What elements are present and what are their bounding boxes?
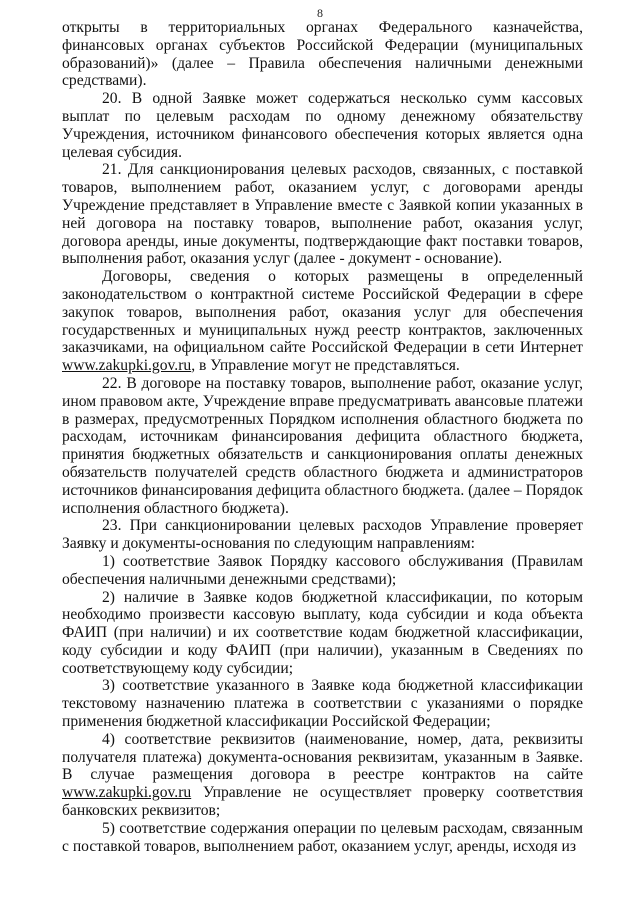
- list-item-4: [62, 731, 583, 820]
- paragraph-20: 20. В одной Заявке может содержаться несколько сумм кассовых выплат по целевым расходам по одному денежному обязательству Учреждения, источником финансового обеспечения которых является одна целевая субсидия.: [62, 90, 583, 161]
- document-body: [62, 19, 583, 855]
- zakupki-link[interactable]: www.zakupki.gov.ru: [62, 784, 192, 802]
- paragraph-21: 21. Для санкционирования целевых расходов, связанных, с поставкой товаров, выполнением работ, оказанием услуг, с договорами аренды Учреждение представляет в Управление вместе с Заявкой копии указанных в ней договора на поставку товаров, выполнение работ, оказания услуг, договора аренды, иные документы, подтверждающие факт поставки товаров, выполнения работ, оказания услуг (далее - документ - основание).: [62, 161, 583, 268]
- list-item-1: 1) соответствие Заявок Порядку кассового обслуживания (Правилам обеспечения наличными денежными средствами);: [62, 552, 583, 588]
- list-item-4-text: 4) соответствие реквизитов (наименование, номер, дата, реквизиты получателя платежа) документа-основания реквизитам, указанным в Заявке. В случае размещения договора в реестре контрактов на сайте: [62, 730, 583, 784]
- paragraph-23: 23. При санкционировании целевых расходов Управление проверяет Заявку и документы-основания по следующим направлениям:: [62, 517, 583, 553]
- list-item-4-tail: Управление не осуществляет проверку соответствия банковских реквизитов;: [62, 784, 583, 820]
- zakupki-link[interactable]: www.zakupki.gov.ru: [62, 357, 192, 375]
- paragraph-contracts-tail: , в Управление могут не представляться.: [191, 357, 460, 375]
- paragraph-contracts: [62, 268, 583, 375]
- list-item-5: 5) соответствие содержания операции по целевым расходам, связанным с поставкой товаров, выполнением работ, оказанием услуг, аренды, исходя из: [62, 819, 583, 855]
- paragraph-22: 22. В договоре на поставку товаров, выполнение работ, оказание услуг, ином правовом акте, Учреждение вправе предусматривать авансовые платежи в размерах, предусмотренных Порядком исполнения областного бюджета по расходам, источникам финансирования дефицита областного бюджета, принятия бюджетных обязательств и санкционирования оплаты денежных обязательств получателей средств областного бюджета и администраторов источников финансирования дефицита областного бюджета. (далее – Порядок исполнения областного бюджета).: [62, 374, 583, 517]
- list-item-2: 2) наличие в Заявке кодов бюджетной классификации, по которым необходимо произвести кассовую выплату, кода субсидии и кода объекта ФАИП (при наличии) и их соответствие кодам бюджетной классификации, коду субсидии и коду ФАИП (при наличии), указанным в Сведениях по соответствующему коду субсидии;: [62, 588, 583, 677]
- paragraph-continuation: открыты в территориальных органах Федерального казначейства, финансовых органах субъектов Российской Федерации (муниципальных образований)» (далее – Правила обеспечения наличными денежными средствами).: [62, 19, 583, 90]
- list-item-3: 3) соответствие указанного в Заявке кода бюджетной классификации текстовому назначению платежа в соответствии с указаниями о порядке применения бюджетной классификации Российской Федерации;: [62, 677, 583, 731]
- paragraph-contracts-text: Договоры, сведения о которых размещены в определенный законодательством о контрактной системе Российской Федерации в сфере закупок товаров, выполнения работ, оказания услуг для обеспечения государственных и муниципальных нужд реестр контрактов, заключенных заказчиками, на официальном сайте Российской Федерации в сети Интернет: [62, 268, 583, 357]
- page-number: 8: [317, 6, 323, 20]
